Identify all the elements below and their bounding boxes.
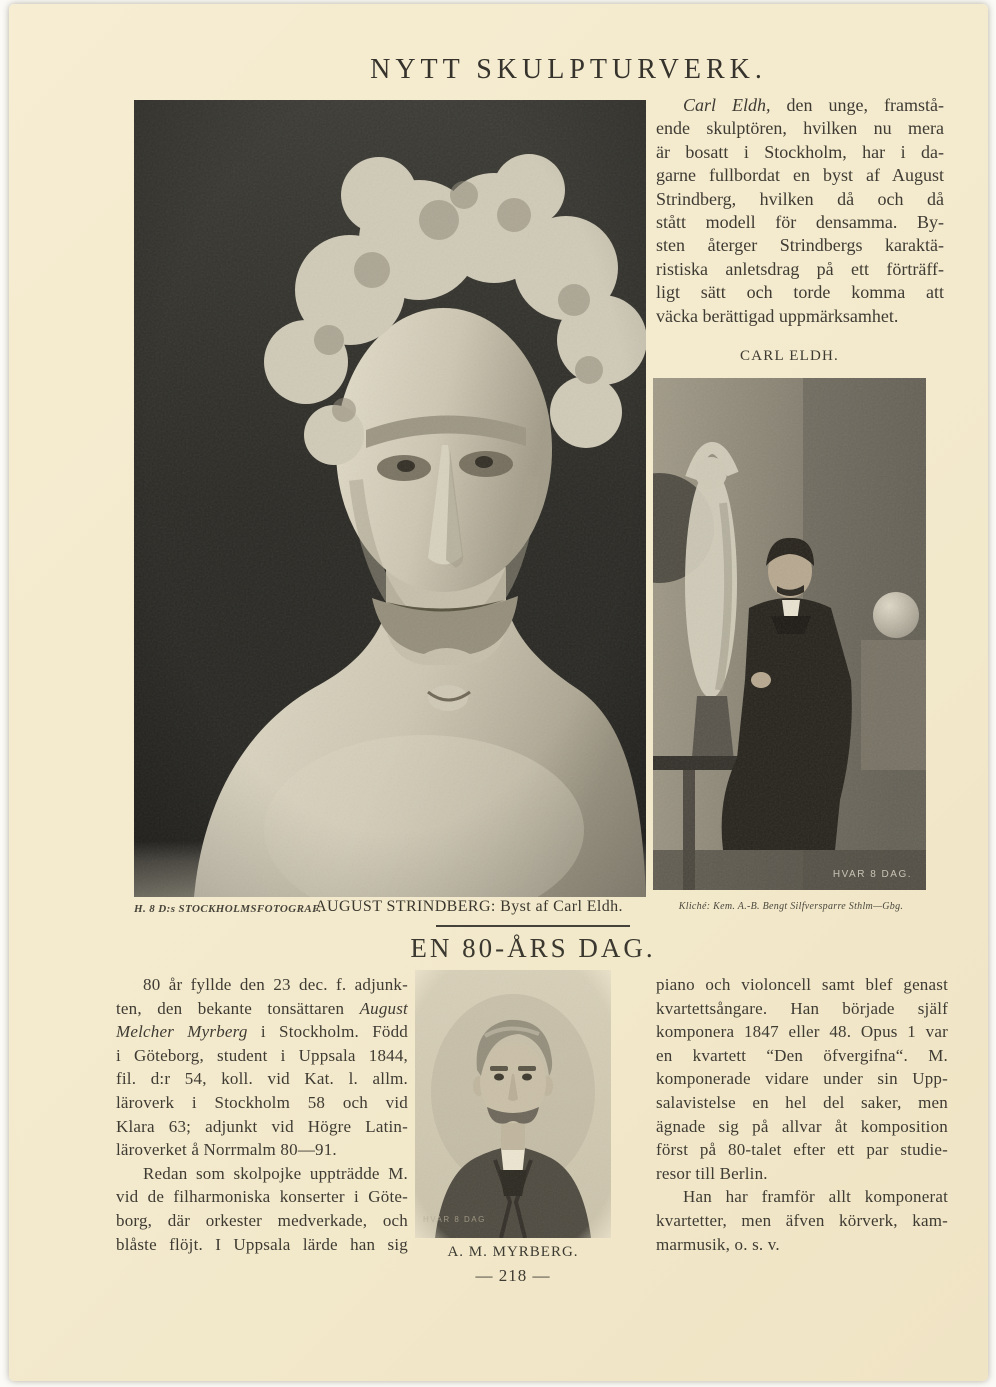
text-line: först på 80-talet efter ett par studie- xyxy=(656,1140,948,1160)
text-line: ende skulptören, hvilken nu mera xyxy=(656,118,944,139)
article1-body xyxy=(656,94,944,328)
text-line: Strindberg, hvilken då och då xyxy=(656,188,944,209)
text-line: sten återger Strindbergs karaktä- xyxy=(656,235,944,256)
text-line: Melcher Myrberg i Stockholm. Född xyxy=(116,1022,408,1042)
text-line: kvartetter, men äfven körverk, kam- xyxy=(656,1210,948,1230)
studio-portrait-artwork xyxy=(653,378,926,890)
text-line: ten, den bekante tonsättaren August xyxy=(116,998,408,1018)
text-line: Klara 63; adjunkt vid Högre Latin- xyxy=(116,1116,408,1136)
text-line: i Göteborg, student i Uppsala 1844, xyxy=(116,1045,408,1065)
text-line: ristiska anletsdrag på ett förträff- xyxy=(656,258,944,279)
text-line: garne fullbordat en byst af August xyxy=(656,165,944,186)
hvar8dag-watermark-faint: HVAR 8 DAG xyxy=(423,1215,486,1224)
text-line: komponera 1847 eller 48. Opus 1 var xyxy=(656,1022,948,1042)
text-line: Han har framför allt komponerat xyxy=(683,1187,948,1207)
text-line: borg, där orkester medverkade, och xyxy=(116,1210,408,1230)
bust-photo-caption: AUGUST STRINDBERG: Byst af Carl Eldh. xyxy=(315,898,623,915)
text-line: vid de filharmoniska konserter i Göte- xyxy=(116,1187,408,1207)
text-line: Carl Eldh, den unge, framstå- xyxy=(683,95,944,115)
text-line: salavistelse en hel del saker, men xyxy=(656,1092,948,1112)
myrberg-photo-caption: A. M. MYRBERG. xyxy=(447,1244,579,1260)
text-line: läroverket å Norrmalm 80—91. xyxy=(116,1140,337,1160)
page-title: NYTT SKULPTURVERK. xyxy=(370,54,767,85)
text-line: en kvartett “Den öfvergifna“. M. xyxy=(656,1045,948,1065)
carl-eldh-photo xyxy=(653,378,926,890)
article2-right-column xyxy=(656,973,948,1256)
article2-left-column xyxy=(116,973,408,1256)
magazine-page xyxy=(9,4,988,1381)
text-line: kvartettsångare. Han började själf xyxy=(656,998,948,1018)
section2-title: EN 80-ÅRS DAG. xyxy=(410,933,656,963)
myrberg-photo xyxy=(415,970,611,1238)
text-line: är bosatt i Stockholm, har i da- xyxy=(656,141,944,162)
text-line: marmusik, o. s. v. xyxy=(656,1234,780,1254)
section-divider-rule xyxy=(436,925,630,927)
text-line: piano och violoncell samt blef genast xyxy=(656,975,948,994)
text-line: resor till Berlin. xyxy=(656,1163,768,1183)
text-line: komponerade vidare under sin Upp- xyxy=(656,1069,948,1089)
bust-photo-credit: H. 8 D:s STOCKHOLMSFOTOGRAF. xyxy=(134,903,322,915)
text-line: väcka berättigad uppmärksamhet. xyxy=(656,305,899,326)
text-line: blåste flöjt. I Uppsala lärde han sig xyxy=(116,1234,408,1254)
text-line: stått modell för densamma. By- xyxy=(656,212,944,233)
myrberg-portrait-artwork xyxy=(415,970,611,1238)
portrait-photo-credit: Kliché: Kem. A.-B. Bengt Silfversparre Sthlm—Gbg. xyxy=(678,901,904,912)
text-line: ligt sätt och torde komma att xyxy=(656,282,944,303)
hvar8dag-watermark: HVAR 8 DAG. xyxy=(832,869,912,880)
text-line: ägnade sig på allvar åt komposition xyxy=(656,1116,948,1136)
page-number: — 218 — xyxy=(475,1266,551,1285)
bust-artwork xyxy=(134,100,646,897)
text-line: Redan som skolpojke uppträdde M. xyxy=(143,1163,408,1183)
text-line: 80 år fyllde den 23 dec. f. adjunk- xyxy=(143,975,408,994)
strindberg-bust-photo xyxy=(134,100,646,897)
text-line: läroverk i Stockholm 58 och vid xyxy=(116,1092,408,1112)
text-line: fil. d:r 54, koll. vid Kat. l. allm. xyxy=(116,1069,408,1089)
carl-eldh-photo-label: CARL ELDH. xyxy=(740,348,839,364)
